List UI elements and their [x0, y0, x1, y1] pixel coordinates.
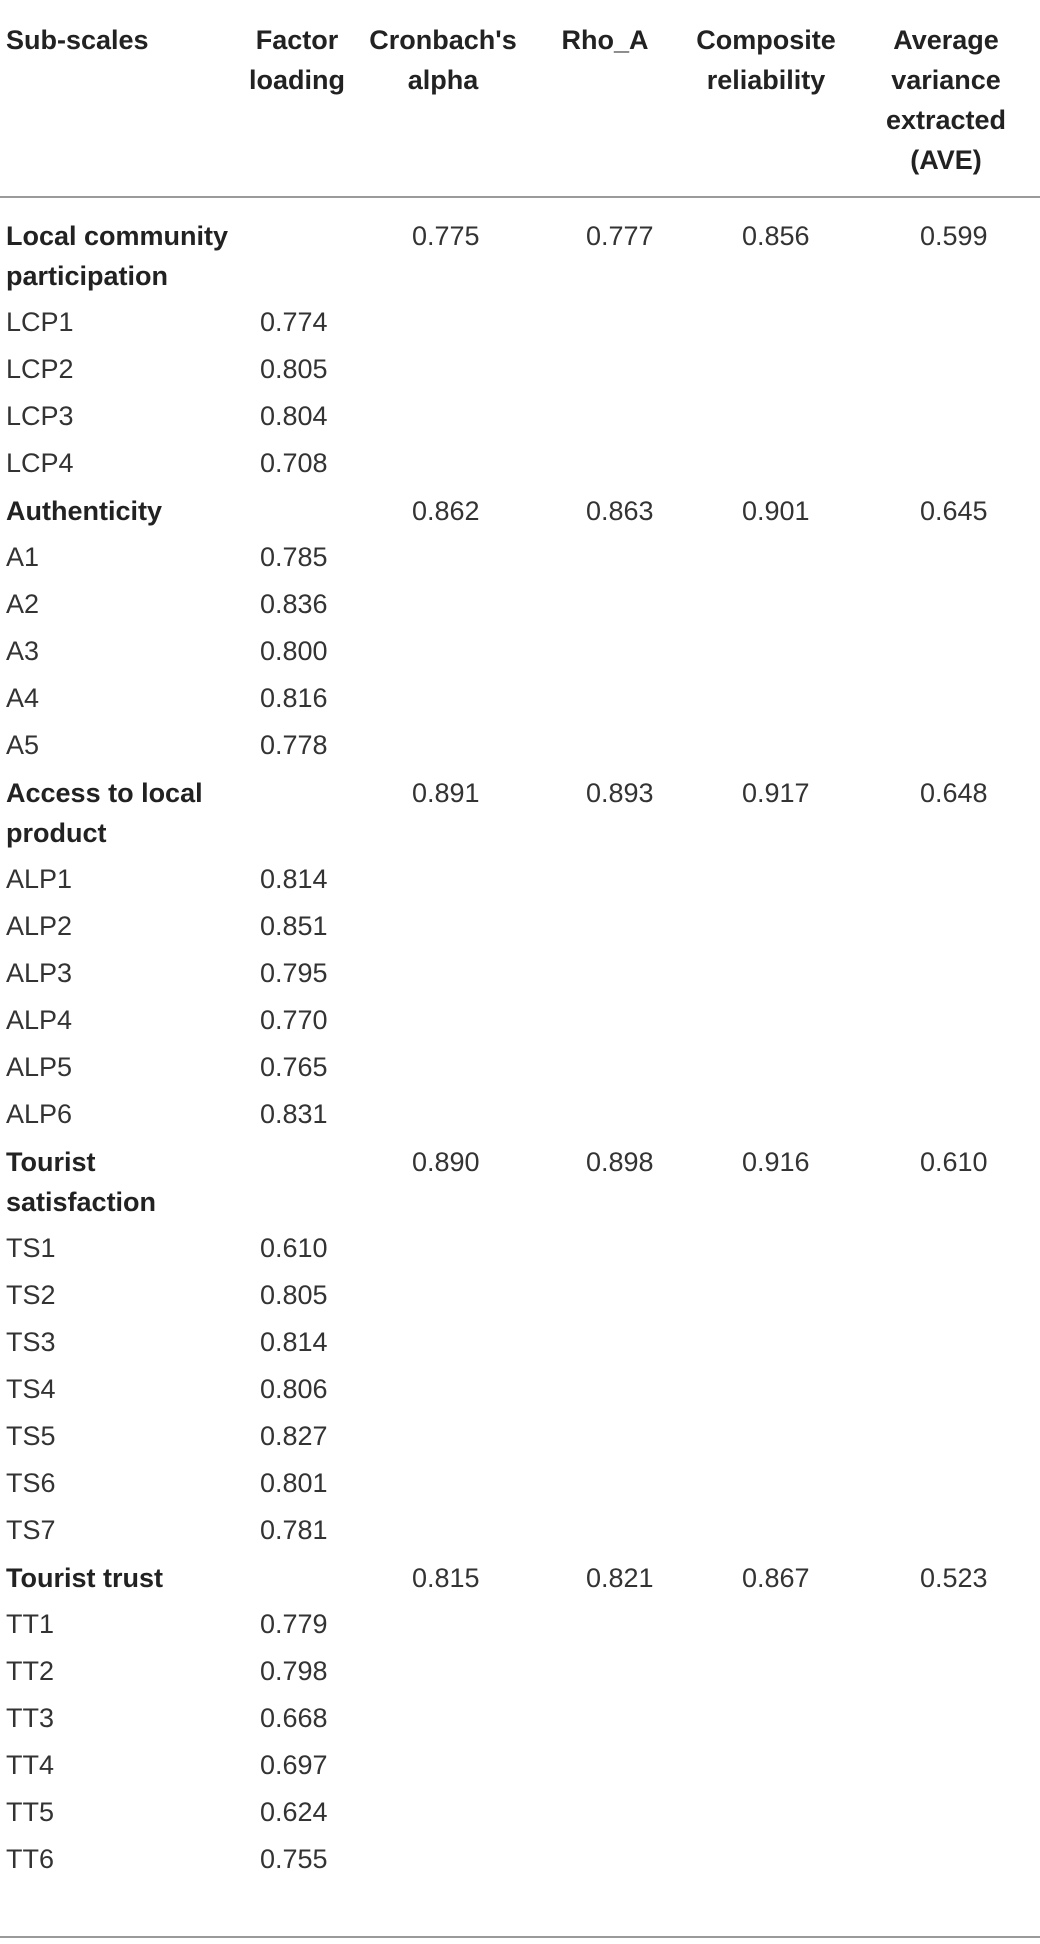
item-empty-cell [356, 1460, 530, 1507]
item-code: TS3 [6, 1327, 56, 1357]
item-empty-cell [852, 346, 1040, 393]
construct-loading-empty [238, 197, 356, 299]
table-body [0, 197, 1040, 1883]
item-empty-cell [852, 1836, 1040, 1883]
item-row [0, 1789, 1040, 1836]
item-code: A5 [6, 730, 40, 760]
item-empty-cell [356, 346, 530, 393]
ave-value: 0.599 [920, 221, 988, 251]
item-code: TS1 [6, 1233, 56, 1263]
item-row [0, 950, 1040, 997]
item-empty-cell [852, 534, 1040, 581]
item-factor-loading: 0.610 [260, 1233, 328, 1263]
item-code: TS2 [6, 1280, 56, 1310]
item-row [0, 1225, 1040, 1272]
item-empty-cell [680, 299, 852, 346]
header-ave: Average variance extracted (AVE) [852, 0, 1040, 197]
item-empty-cell [356, 628, 530, 675]
item-factor-loading: 0.801 [260, 1468, 328, 1498]
item-empty-cell [530, 1460, 680, 1507]
item-empty-cell [530, 722, 680, 769]
item-empty-cell [680, 1366, 852, 1413]
item-factor-loading: 0.774 [260, 307, 328, 337]
item-factor-loading: 0.755 [260, 1844, 328, 1874]
item-code: ALP1 [6, 864, 73, 894]
item-code: LCP2 [6, 354, 74, 384]
item-empty-cell [356, 1044, 530, 1091]
item-code: ALP2 [6, 911, 73, 941]
item-empty-cell [852, 299, 1040, 346]
item-empty-cell [356, 440, 530, 487]
item-empty-cell [680, 997, 852, 1044]
item-empty-cell [356, 903, 530, 950]
item-code: TS6 [6, 1468, 56, 1498]
item-factor-loading: 0.770 [260, 1005, 328, 1035]
item-row [0, 1695, 1040, 1742]
item-empty-cell [356, 1366, 530, 1413]
item-empty-cell [680, 1836, 852, 1883]
item-code: TT1 [6, 1609, 55, 1639]
item-row [0, 534, 1040, 581]
item-code: LCP3 [6, 401, 74, 431]
item-empty-cell [852, 393, 1040, 440]
table-header [0, 0, 1040, 197]
header-composite-reliability: Composite reliability [680, 0, 852, 197]
construct-row [0, 1138, 1040, 1225]
item-factor-loading: 0.765 [260, 1052, 328, 1082]
item-row [0, 1366, 1040, 1413]
header-subscales: Sub-scales [0, 0, 238, 197]
item-empty-cell [356, 950, 530, 997]
item-empty-cell [530, 1836, 680, 1883]
item-empty-cell [852, 1695, 1040, 1742]
item-empty-cell [530, 1225, 680, 1272]
construct-row [0, 487, 1040, 534]
item-empty-cell [530, 950, 680, 997]
construct-name: Tourist satisfaction [6, 1147, 157, 1217]
item-empty-cell [852, 1742, 1040, 1789]
header-cronbach-alpha: Cronbach's alpha [356, 0, 530, 197]
item-code: TT6 [6, 1844, 55, 1874]
item-empty-cell [530, 856, 680, 903]
rho-a-value: 0.863 [586, 496, 654, 526]
construct-name: Access to local product [6, 778, 203, 848]
item-empty-cell [356, 1789, 530, 1836]
item-empty-cell [530, 1366, 680, 1413]
item-factor-loading: 0.806 [260, 1374, 328, 1404]
item-empty-cell [680, 1225, 852, 1272]
construct-loading-empty [238, 487, 356, 534]
item-empty-cell [852, 1225, 1040, 1272]
item-empty-cell [680, 722, 852, 769]
item-code: TT5 [6, 1797, 55, 1827]
construct-row [0, 769, 1040, 856]
item-empty-cell [680, 1648, 852, 1695]
item-empty-cell [530, 997, 680, 1044]
item-row [0, 1601, 1040, 1648]
item-row [0, 1742, 1040, 1789]
item-empty-cell [852, 440, 1040, 487]
item-row [0, 856, 1040, 903]
construct-name: Tourist trust [6, 1563, 163, 1593]
item-empty-cell [356, 1225, 530, 1272]
item-empty-cell [852, 675, 1040, 722]
item-empty-cell [852, 628, 1040, 675]
item-empty-cell [852, 997, 1040, 1044]
item-code: TS5 [6, 1421, 56, 1451]
item-empty-cell [530, 1319, 680, 1366]
item-code: ALP6 [6, 1099, 73, 1129]
item-empty-cell [530, 1044, 680, 1091]
item-empty-cell [852, 903, 1040, 950]
item-row [0, 346, 1040, 393]
item-row [0, 440, 1040, 487]
rho-a-value: 0.821 [586, 1563, 654, 1593]
item-empty-cell [680, 856, 852, 903]
item-empty-cell [680, 1507, 852, 1554]
item-empty-cell [356, 534, 530, 581]
ave-value: 0.648 [920, 778, 988, 808]
item-code: TT4 [6, 1750, 55, 1780]
item-factor-loading: 0.805 [260, 354, 328, 384]
item-empty-cell [852, 581, 1040, 628]
item-row [0, 997, 1040, 1044]
item-empty-cell [356, 1319, 530, 1366]
item-empty-cell [852, 1413, 1040, 1460]
item-empty-cell [530, 1272, 680, 1319]
rho-a-value: 0.898 [586, 1147, 654, 1177]
composite-reliability-value: 0.916 [742, 1147, 810, 1177]
item-row [0, 1044, 1040, 1091]
item-code: ALP5 [6, 1052, 73, 1082]
item-factor-loading: 0.798 [260, 1656, 328, 1686]
item-empty-cell [356, 393, 530, 440]
item-code: TT3 [6, 1703, 55, 1733]
item-code: TT2 [6, 1656, 55, 1686]
item-empty-cell [852, 1601, 1040, 1648]
item-empty-cell [356, 1507, 530, 1554]
item-factor-loading: 0.814 [260, 1327, 328, 1357]
item-row [0, 1460, 1040, 1507]
ave-value: 0.523 [920, 1563, 988, 1593]
item-factor-loading: 0.836 [260, 589, 328, 619]
item-empty-cell [852, 722, 1040, 769]
item-empty-cell [530, 628, 680, 675]
item-empty-cell [680, 393, 852, 440]
item-code: TS7 [6, 1515, 56, 1545]
item-empty-cell [680, 628, 852, 675]
item-empty-cell [356, 1695, 530, 1742]
item-empty-cell [680, 1044, 852, 1091]
item-code: TS4 [6, 1374, 56, 1404]
item-empty-cell [680, 1695, 852, 1742]
item-factor-loading: 0.624 [260, 1797, 328, 1827]
construct-loading-empty [238, 769, 356, 856]
item-factor-loading: 0.778 [260, 730, 328, 760]
item-row [0, 722, 1040, 769]
item-empty-cell [680, 534, 852, 581]
item-empty-cell [530, 1789, 680, 1836]
construct-loading-empty [238, 1554, 356, 1601]
item-factor-loading: 0.795 [260, 958, 328, 988]
item-empty-cell [852, 1507, 1040, 1554]
item-empty-cell [852, 950, 1040, 997]
item-empty-cell [356, 299, 530, 346]
item-empty-cell [530, 581, 680, 628]
item-empty-cell [680, 1091, 852, 1138]
item-code: LCP1 [6, 307, 74, 337]
item-empty-cell [680, 1413, 852, 1460]
item-empty-cell [680, 346, 852, 393]
cronbach-alpha-value: 0.815 [412, 1563, 480, 1593]
item-empty-cell [356, 1413, 530, 1460]
item-empty-cell [356, 1648, 530, 1695]
construct-name: Local community participation [6, 221, 229, 291]
item-row [0, 1836, 1040, 1883]
item-empty-cell [680, 581, 852, 628]
ave-value: 0.610 [920, 1147, 988, 1177]
item-empty-cell [530, 393, 680, 440]
item-empty-cell [530, 1695, 680, 1742]
item-empty-cell [680, 1272, 852, 1319]
item-factor-loading: 0.668 [260, 1703, 328, 1733]
item-empty-cell [356, 1742, 530, 1789]
item-code: A4 [6, 683, 40, 713]
item-row [0, 1319, 1040, 1366]
item-empty-cell [356, 1836, 530, 1883]
item-empty-cell [852, 1091, 1040, 1138]
item-row [0, 299, 1040, 346]
item-factor-loading: 0.781 [260, 1515, 328, 1545]
item-empty-cell [530, 1601, 680, 1648]
item-empty-cell [680, 1789, 852, 1836]
item-row [0, 393, 1040, 440]
cronbach-alpha-value: 0.862 [412, 496, 480, 526]
item-empty-cell [852, 1648, 1040, 1695]
item-empty-cell [852, 1789, 1040, 1836]
item-empty-cell [530, 1413, 680, 1460]
item-empty-cell [356, 722, 530, 769]
item-row [0, 1413, 1040, 1460]
item-empty-cell [680, 903, 852, 950]
item-empty-cell [356, 856, 530, 903]
item-factor-loading: 0.814 [260, 864, 328, 894]
composite-reliability-value: 0.901 [742, 496, 810, 526]
item-empty-cell [530, 440, 680, 487]
item-empty-cell [530, 1742, 680, 1789]
item-code: ALP4 [6, 1005, 73, 1035]
item-factor-loading: 0.831 [260, 1099, 328, 1129]
rho-a-value: 0.777 [586, 221, 654, 251]
item-code: A3 [6, 636, 40, 666]
item-row [0, 675, 1040, 722]
item-empty-cell [680, 1460, 852, 1507]
item-empty-cell [680, 1742, 852, 1789]
item-row [0, 1272, 1040, 1319]
item-row [0, 1507, 1040, 1554]
item-empty-cell [852, 1319, 1040, 1366]
item-empty-cell [680, 1319, 852, 1366]
bottom-rule [0, 1936, 1040, 1938]
item-code: A1 [6, 542, 40, 572]
item-row [0, 1091, 1040, 1138]
composite-reliability-value: 0.867 [742, 1563, 810, 1593]
item-row [0, 581, 1040, 628]
item-row [0, 903, 1040, 950]
item-code: LCP4 [6, 448, 74, 478]
item-empty-cell [852, 1366, 1040, 1413]
item-empty-cell [530, 346, 680, 393]
item-factor-loading: 0.708 [260, 448, 328, 478]
rho-a-value: 0.893 [586, 778, 654, 808]
item-empty-cell [356, 1091, 530, 1138]
item-factor-loading: 0.785 [260, 542, 328, 572]
item-factor-loading: 0.779 [260, 1609, 328, 1639]
item-empty-cell [530, 1091, 680, 1138]
item-empty-cell [680, 1601, 852, 1648]
item-code: ALP3 [6, 958, 73, 988]
header-factor-loading: Factor loading [238, 0, 356, 197]
construct-row [0, 197, 1040, 299]
cronbach-alpha-value: 0.890 [412, 1147, 480, 1177]
item-empty-cell [356, 581, 530, 628]
header-row [0, 0, 1040, 197]
item-empty-cell [680, 675, 852, 722]
item-empty-cell [356, 1601, 530, 1648]
item-factor-loading: 0.697 [260, 1750, 328, 1780]
item-code: A2 [6, 589, 40, 619]
item-empty-cell [530, 299, 680, 346]
header-rho-a: Rho_A [530, 0, 680, 197]
item-factor-loading: 0.800 [260, 636, 328, 666]
cronbach-alpha-value: 0.775 [412, 221, 480, 251]
construct-loading-empty [238, 1138, 356, 1225]
item-factor-loading: 0.805 [260, 1280, 328, 1310]
item-empty-cell [356, 675, 530, 722]
item-empty-cell [680, 440, 852, 487]
item-empty-cell [530, 903, 680, 950]
item-empty-cell [530, 1507, 680, 1554]
composite-reliability-value: 0.856 [742, 221, 810, 251]
cronbach-alpha-value: 0.891 [412, 778, 480, 808]
item-empty-cell [356, 1272, 530, 1319]
item-factor-loading: 0.816 [260, 683, 328, 713]
item-factor-loading: 0.804 [260, 401, 328, 431]
item-empty-cell [852, 1272, 1040, 1319]
item-empty-cell [852, 1044, 1040, 1091]
item-row [0, 628, 1040, 675]
item-row [0, 1648, 1040, 1695]
item-empty-cell [530, 1648, 680, 1695]
item-empty-cell [356, 997, 530, 1044]
construct-row [0, 1554, 1040, 1601]
composite-reliability-value: 0.917 [742, 778, 810, 808]
item-empty-cell [852, 1460, 1040, 1507]
item-empty-cell [530, 675, 680, 722]
item-factor-loading: 0.851 [260, 911, 328, 941]
item-empty-cell [852, 856, 1040, 903]
item-empty-cell [680, 950, 852, 997]
ave-value: 0.645 [920, 496, 988, 526]
construct-name: Authenticity [6, 496, 163, 526]
item-factor-loading: 0.827 [260, 1421, 328, 1451]
item-empty-cell [530, 534, 680, 581]
